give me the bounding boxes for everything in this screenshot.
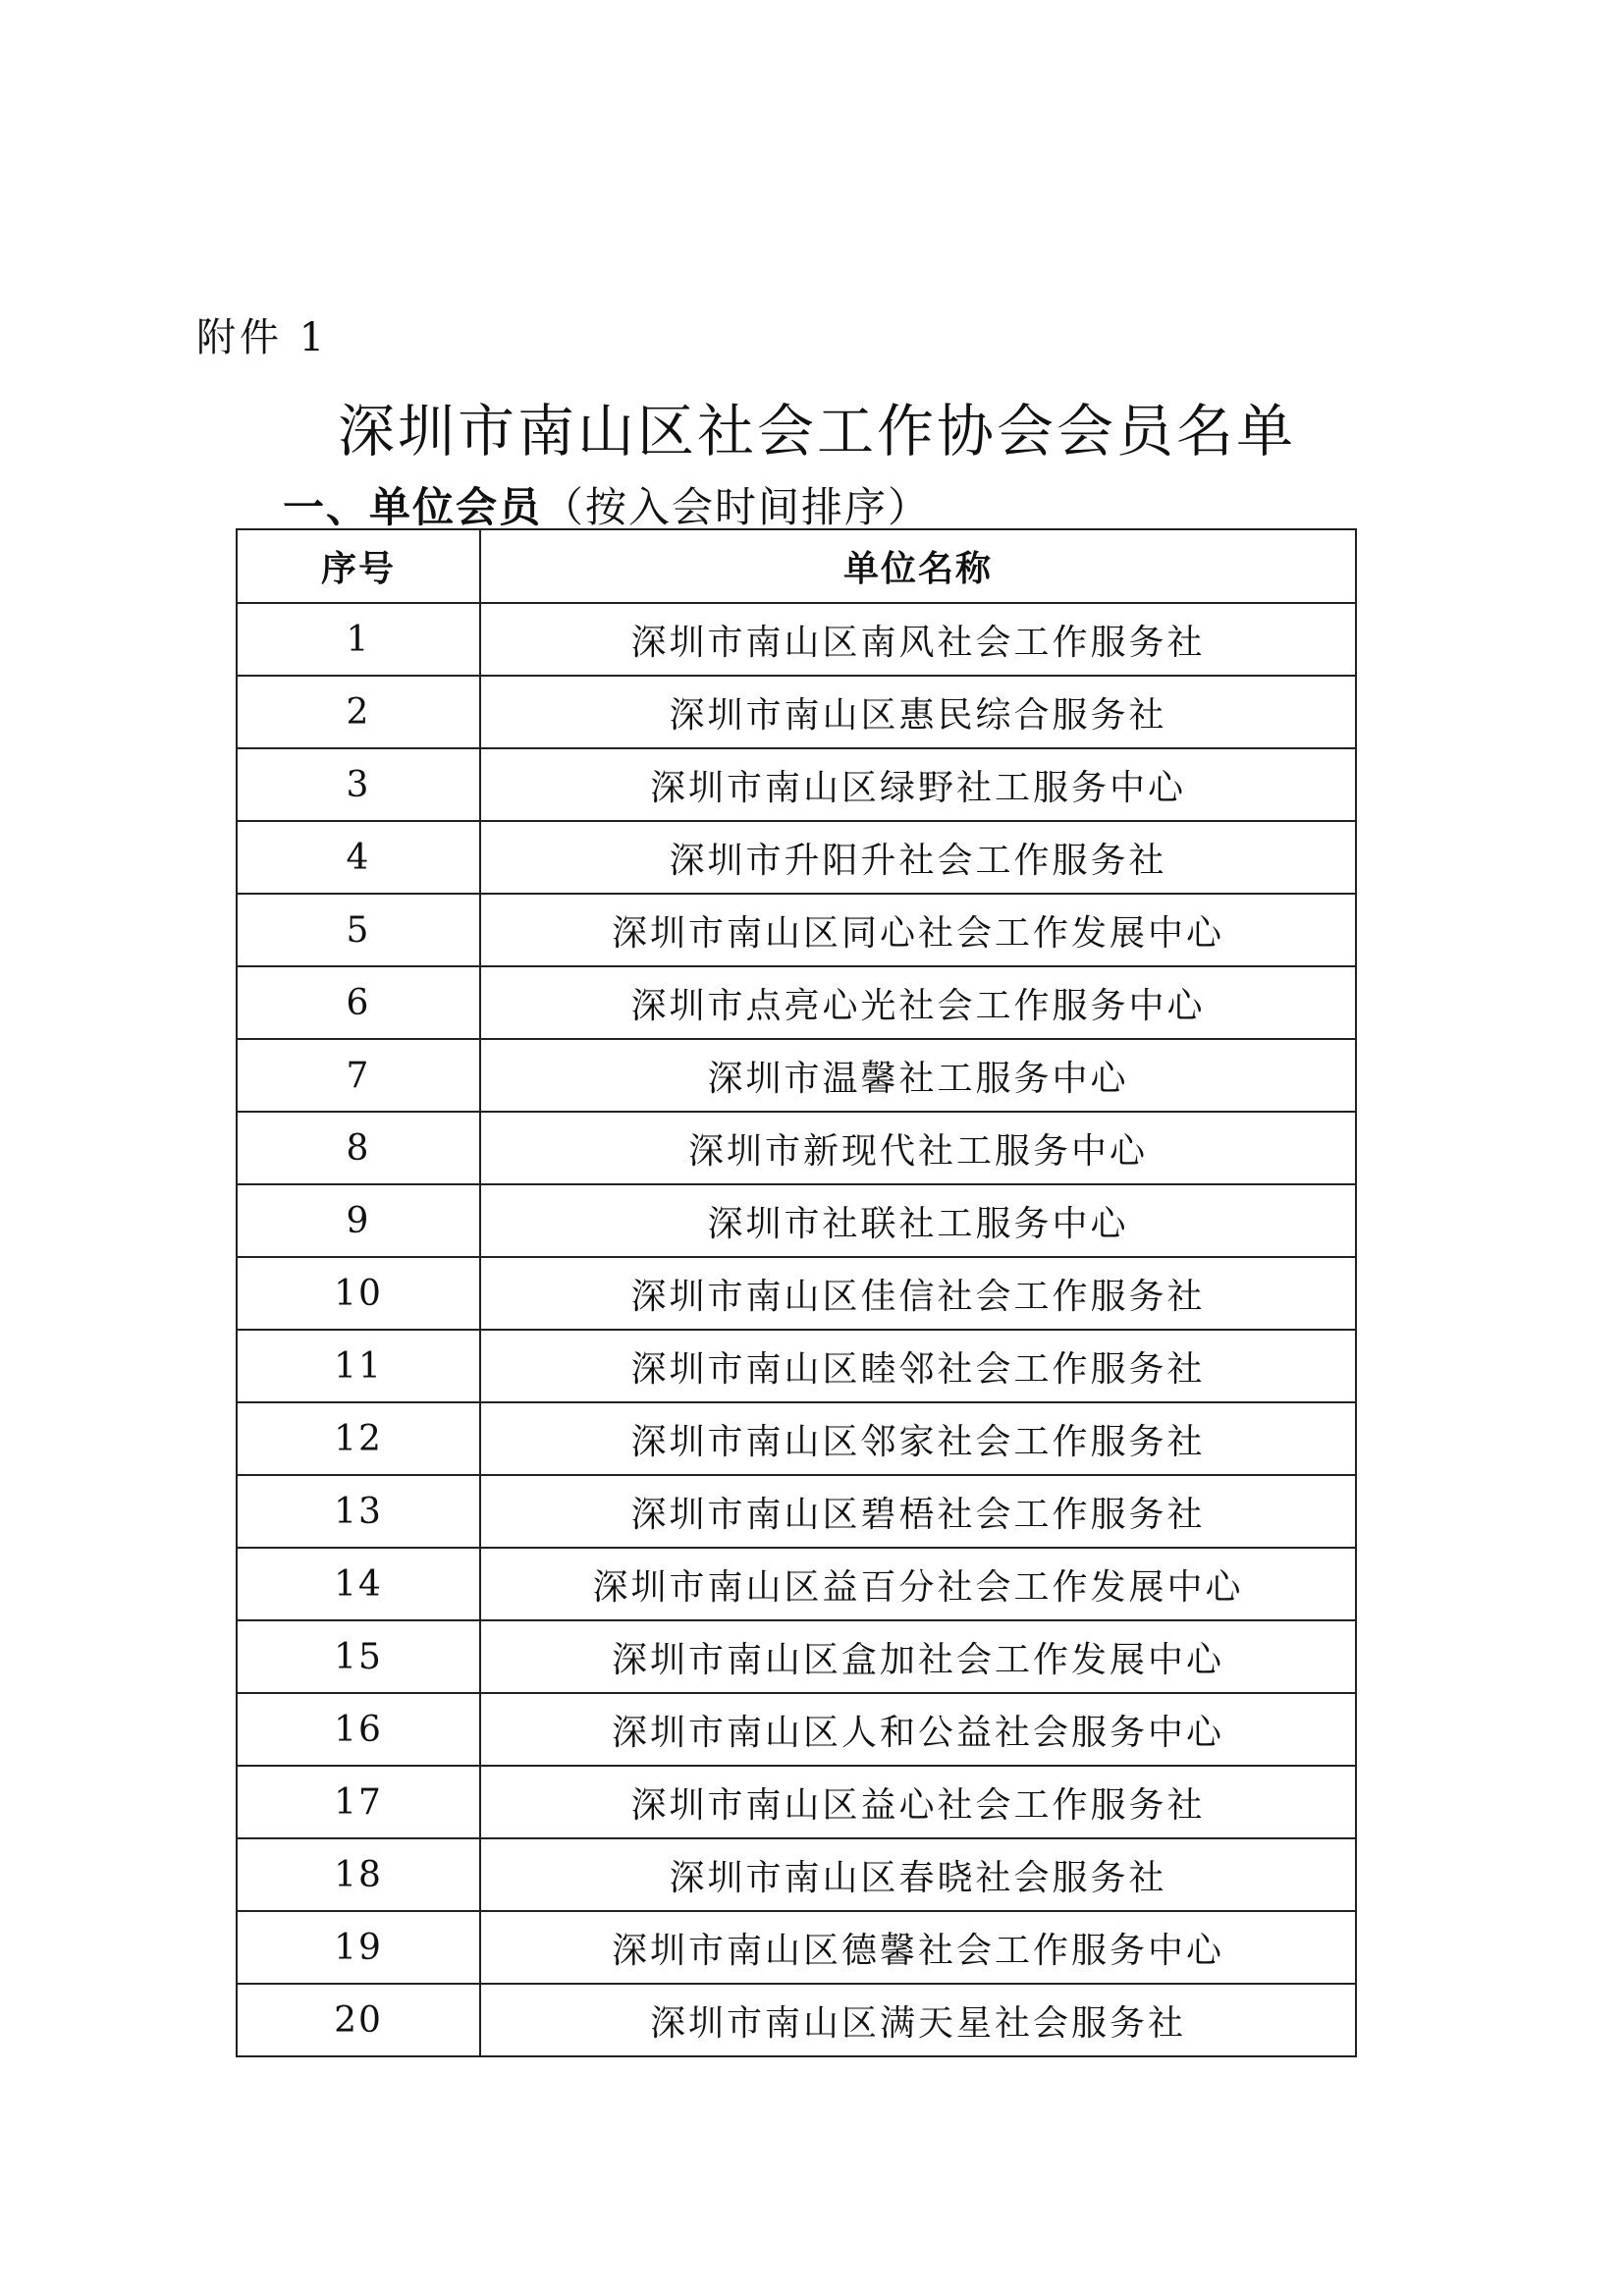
section-note: （按入会时间排序） xyxy=(542,483,932,531)
table-header-row xyxy=(237,529,1356,603)
table-row xyxy=(237,603,1356,676)
table-row xyxy=(237,966,1356,1039)
document-title: 深圳市南山区社会工作协会会员名单 xyxy=(337,398,1296,465)
row-number: 14 xyxy=(237,1548,480,1620)
table-row xyxy=(237,1039,1356,1112)
header-unit-name: 单位名称 xyxy=(480,529,1356,603)
row-number: 19 xyxy=(237,1911,480,1984)
unit-name: 深圳市社联社工服务中心 xyxy=(480,1184,1356,1257)
unit-name: 深圳市南山区春晓社会服务社 xyxy=(480,1838,1356,1911)
unit-name: 深圳市南山区满天星社会服务社 xyxy=(480,1984,1356,2056)
row-number: 10 xyxy=(237,1257,480,1330)
unit-name: 深圳市南山区邻家社会工作服务社 xyxy=(480,1402,1356,1475)
section-title: 一、单位会员 xyxy=(283,483,543,531)
unit-name: 深圳市南山区德馨社会工作服务中心 xyxy=(480,1911,1356,1984)
unit-name: 深圳市新现代社工服务中心 xyxy=(480,1112,1356,1184)
unit-name: 深圳市南山区碧梧社会工作服务社 xyxy=(480,1475,1356,1548)
row-number: 13 xyxy=(237,1475,480,1548)
attachment-label: 附件 1 xyxy=(196,315,329,360)
row-number: 8 xyxy=(237,1112,480,1184)
table-row xyxy=(237,1838,1356,1911)
unit-name: 深圳市南山区益百分社会工作发展中心 xyxy=(480,1548,1356,1620)
section-heading xyxy=(283,475,931,534)
unit-name: 深圳市南山区绿野社工服务中心 xyxy=(480,748,1356,821)
table-row xyxy=(237,1911,1356,1984)
row-number: 17 xyxy=(237,1766,480,1838)
table-row xyxy=(237,1402,1356,1475)
member-table xyxy=(236,528,1357,2057)
unit-name: 深圳市南山区佳信社会工作服务社 xyxy=(480,1257,1356,1330)
table-row xyxy=(237,821,1356,894)
table-row xyxy=(237,1620,1356,1693)
table-row xyxy=(237,1766,1356,1838)
unit-name: 深圳市南山区益心社会工作服务社 xyxy=(480,1766,1356,1838)
table-row xyxy=(237,1257,1356,1330)
unit-name: 深圳市点亮心光社会工作服务中心 xyxy=(480,966,1356,1039)
table-row xyxy=(237,1548,1356,1620)
row-number: 11 xyxy=(237,1330,480,1402)
row-number: 12 xyxy=(237,1402,480,1475)
unit-name: 深圳市升阳升社会工作服务社 xyxy=(480,821,1356,894)
table-row xyxy=(237,894,1356,966)
row-number: 15 xyxy=(237,1620,480,1693)
table-row xyxy=(237,1475,1356,1548)
unit-name: 深圳市南山区盒加社会工作发展中心 xyxy=(480,1620,1356,1693)
table-row xyxy=(237,1984,1356,2056)
table-row xyxy=(237,1693,1356,1766)
table-row xyxy=(237,1112,1356,1184)
row-number: 4 xyxy=(237,821,480,894)
row-number: 20 xyxy=(237,1984,480,2056)
unit-name: 深圳市南山区睦邻社会工作服务社 xyxy=(480,1330,1356,1402)
row-number: 2 xyxy=(237,676,480,748)
row-number: 9 xyxy=(237,1184,480,1257)
row-number: 3 xyxy=(237,748,480,821)
header-number: 序号 xyxy=(237,529,480,603)
table-row xyxy=(237,676,1356,748)
unit-name: 深圳市南山区惠民综合服务社 xyxy=(480,676,1356,748)
unit-name: 深圳市南山区南风社会工作服务社 xyxy=(480,603,1356,676)
row-number: 5 xyxy=(237,894,480,966)
row-number: 18 xyxy=(237,1838,480,1911)
unit-name: 深圳市南山区人和公益社会服务中心 xyxy=(480,1693,1356,1766)
row-number: 7 xyxy=(237,1039,480,1112)
table-row xyxy=(237,748,1356,821)
row-number: 1 xyxy=(237,603,480,676)
row-number: 16 xyxy=(237,1693,480,1766)
unit-name: 深圳市南山区同心社会工作发展中心 xyxy=(480,894,1356,966)
row-number: 6 xyxy=(237,966,480,1039)
unit-name: 深圳市温馨社工服务中心 xyxy=(480,1039,1356,1112)
table-row xyxy=(237,1184,1356,1257)
table-row xyxy=(237,1330,1356,1402)
